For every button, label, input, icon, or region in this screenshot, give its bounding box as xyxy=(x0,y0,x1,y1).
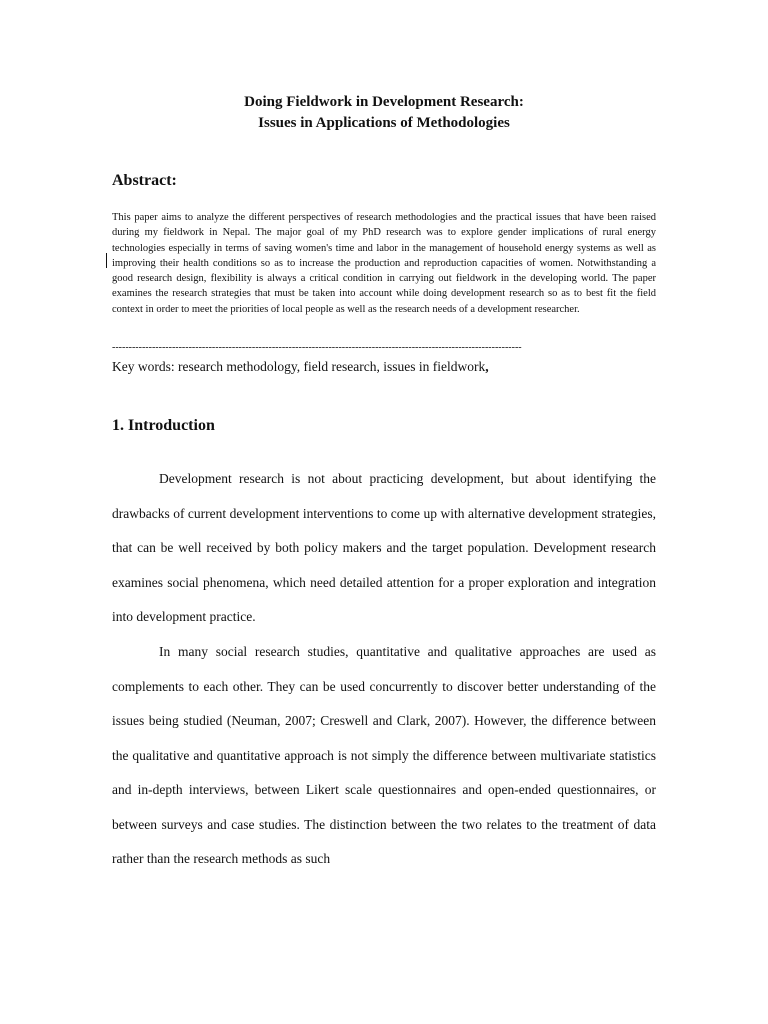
introduction-paragraph-1: Development research is not about practicing development, but about identifying the drawbacks of current development interventions to come up with alternative development strategies, that can be well received by both policy makers and the target population. Development research examines social phenomena, which need detailed attention for a proper exploration and integration into development practice. xyxy=(112,471,656,624)
abstract-text: This paper aims to analyze the different perspectives of research methodologies and the practical issues that have been raised during my fieldwork in Nepal. The major goal of my PhD research was to explore gender implications of rural energy technologies especially in terms of saving women's time and labor in the management of household energy systems as well as improving their health conditions so as to increase the production and reproduction capacities of women. Notwithstanding a good research design, flexibility is always a critical condition in carrying out fieldwork in the developing world. The paper examines the research strategies that must be taken into account while doing development research so as to best fit the field context in order to meet the priorities of local people as well as the research needs of a development researcher. xyxy=(112,212,656,315)
keywords-trailing-comma: , xyxy=(485,359,489,374)
keywords-text: Key words: research methodology, field research, issues in fieldwork xyxy=(112,359,486,374)
text-cursor xyxy=(106,253,107,268)
introduction-paragraph-2: In many social research studies, quantitative and qualitative approaches are used as complements to each other. They can be used concurrently to discover better understanding of the issues being studied (Neuman, 2007; Creswell and Clark, 2007). However, the difference between the qualitative and quantitative approach is not simply the difference between multivariate statistics and in-depth interviews, between Likert scale questionnaires and open-ended questionnaires, or between surveys and case studies. The distinction between the two relates to the treatment of data rather than the research methods as such xyxy=(112,644,656,866)
separator-line: --------------------------------------------------------------------------------------------------------------------------- xyxy=(112,342,522,353)
title-line-2: Issues in Applications of Methodologies xyxy=(258,115,510,131)
keywords-line xyxy=(112,358,489,376)
title-line-1: Doing Fieldwork in Development Research: xyxy=(244,94,524,110)
abstract-heading: Abstract: xyxy=(112,172,177,189)
introduction-heading: 1. Introduction xyxy=(112,417,215,434)
